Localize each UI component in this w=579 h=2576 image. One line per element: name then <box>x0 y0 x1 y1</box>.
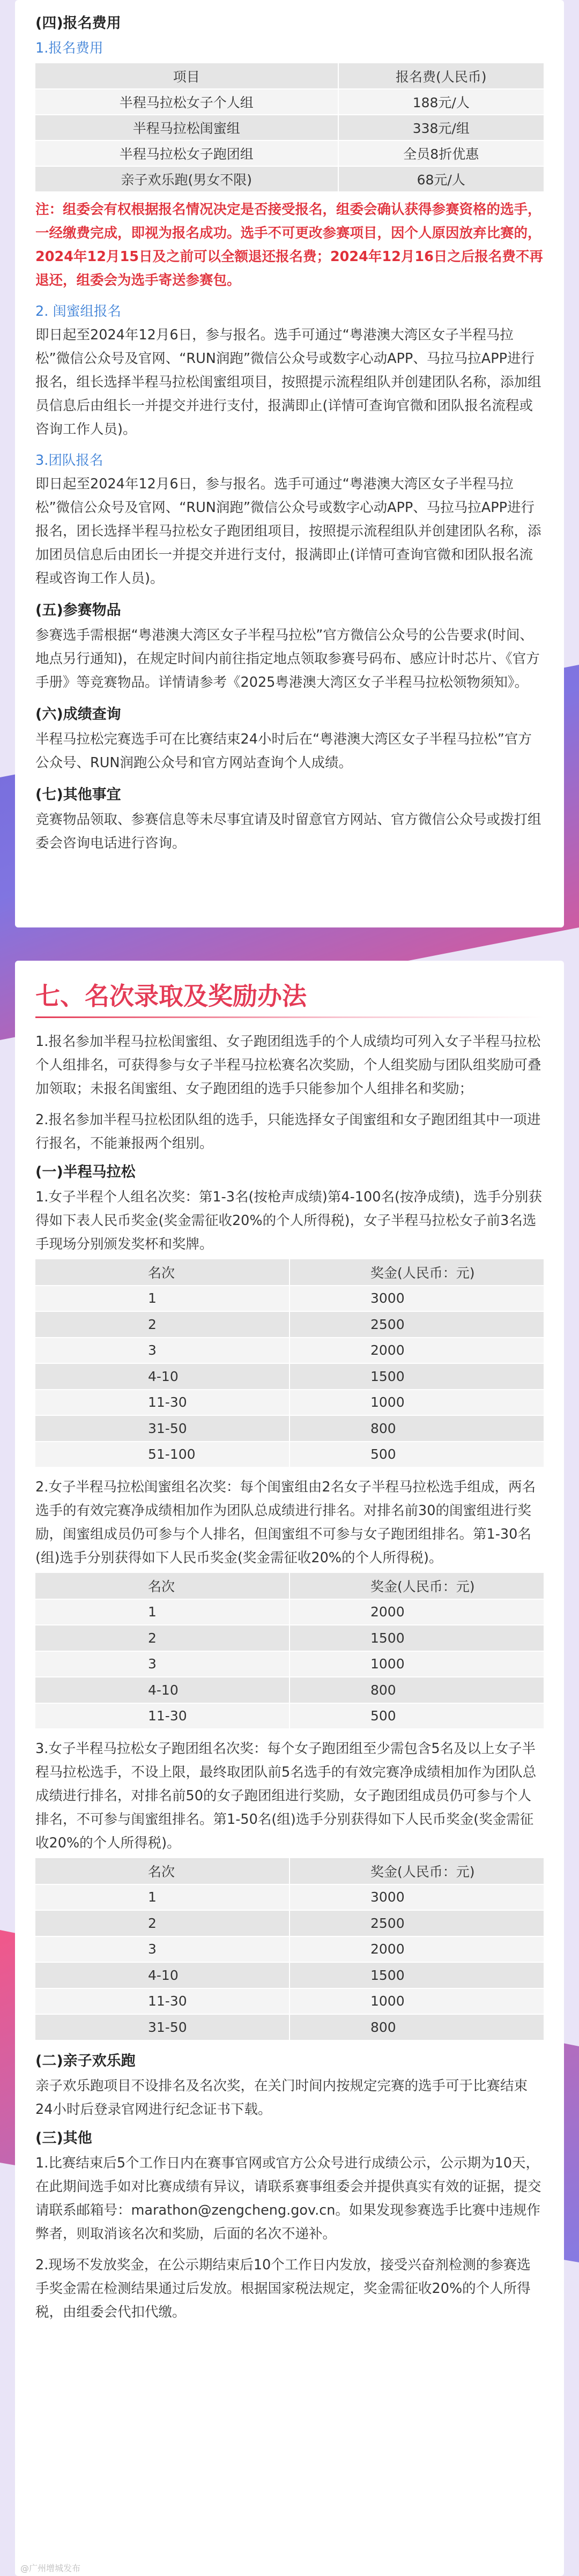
table-cell: 1000 <box>290 1651 544 1677</box>
table-header-cell: 奖金(人民币：元) <box>290 1259 544 1286</box>
table-cell: 31-50 <box>35 1415 290 1442</box>
registration-card <box>15 0 564 927</box>
table-cell: 4-10 <box>35 1962 290 1988</box>
bestie-registration-title: 2. 闺蜜组报名 <box>35 303 121 320</box>
table-cell: 2 <box>35 1910 290 1936</box>
table-row <box>35 1910 544 1936</box>
fee-heading: (四)报名费用 <box>35 15 121 32</box>
running-club-award-text: 3.女子半程马拉松女子跑团组名次奖：每个女子跑团组至少需包含5名及以上女子半程马拉松选手，不设上限，最终取团队前5名选手的有效完赛净成绩相加作为团队总成绩进行排名，对排名前50的女子跑团组进行奖励，女子跑团组成员仍可参与个人排名，不可参与闺蜜组排名。第1-50名(组)选手分别获得如下人民币奖金(奖金需征收20%的个人所得税)。 <box>35 1741 537 1851</box>
table-row <box>35 1286 544 1312</box>
table-cell: 全员8折优惠 <box>338 140 544 166</box>
bestie-registration-text: 即日起至2024年12月6日，参与报名。选手可通过“粤港澳大湾区女子半程马拉松”微信公众号及官网、“RUN润跑”微信公众号或数字心动APP、马拉马拉APP进行报名，组长选择半程马拉松闺蜜组项目，按照提示流程组队并创建团队名称，添加组员信息后由组长一并提交并进行支付，报满即止(详情可查询官微和团队报名流程或咨询工作人员)。 <box>35 327 541 437</box>
team-registration-text: 即日起至2024年12月6日，参与报名。选手可通过“粤港澳大湾区女子半程马拉松”微信公众号及官网、“RUN润跑”微信公众号或数字心动APP、马拉马拉APP进行报名，团长选择半程马拉松女子跑团组项目，按照提示流程组队并创建团队名称，添加团员信息后由团长一并提交并进行支付，报满即止(详情可查询官微和团队报名流程或咨询工作人员)。 <box>35 476 541 587</box>
other-matters-text: 竞赛物品领取、参赛信息等未尽事宜请及时留意官方网站、官方微信公众号或拨打组委会咨询电话进行咨询。 <box>35 812 541 851</box>
table-cell: 2000 <box>290 1338 544 1364</box>
table-row <box>35 1311 544 1338</box>
table-row <box>35 1442 544 1468</box>
table-row <box>35 1988 544 2015</box>
table-cell: 500 <box>290 1442 544 1468</box>
table-cell: 2000 <box>290 1599 544 1625</box>
table-cell: 68元/人 <box>338 166 544 192</box>
table-cell: 3 <box>35 1936 290 1963</box>
table-cell: 800 <box>290 1415 544 1442</box>
table-cell: 4-10 <box>35 1677 290 1703</box>
individual-award-text: 1.女子半程个人组名次奖：第1-3名(按枪声成绩)第4-100名(按净成绩)，选手分别获得如下表人民币奖金(奖金需征收20%的个人所得税)，女子半程马拉松女子前3名选手现场分别颁发奖杯和奖牌。 <box>35 1189 542 1252</box>
table-header-row <box>35 1573 544 1599</box>
table-cell: 2500 <box>290 1910 544 1936</box>
awards-card <box>15 961 564 2576</box>
table-row <box>35 1651 544 1677</box>
other-matters-heading: (七)其他事宜 <box>35 786 121 803</box>
table-header-cell: 名次 <box>35 1858 290 1884</box>
table-row <box>35 1599 544 1625</box>
bestie-award-text: 2.女子半程马拉松闺蜜组名次奖：每个闺蜜组由2名女子半程马拉松选手组成，两名选手的有效完赛净成绩相加作为团队总成绩进行排名。对排名前30的闺蜜组进行奖励，闺蜜组成员仍可参与个人排名，但闺蜜组不可参与女子跑团组排名。第1-30名(组)选手分别获得如下人民币奖金(奖金需征收20%的个人所得税)。 <box>35 1479 536 1566</box>
table-row <box>35 1936 544 1963</box>
table-header-cell: 奖金(人民币：元) <box>290 1858 544 1884</box>
running-club-prize-table <box>35 1858 544 2041</box>
table-row <box>35 1884 544 1911</box>
table-row <box>35 1703 544 1729</box>
table-header-row <box>35 1259 544 1286</box>
table-cell: 1500 <box>290 1625 544 1651</box>
table-header-row <box>35 1858 544 1884</box>
fee-subtitle: 1.报名费用 <box>35 40 103 56</box>
table-cell: 1000 <box>290 1988 544 2015</box>
table-cell: 3000 <box>290 1884 544 1911</box>
table-cell: 11-30 <box>35 1703 290 1729</box>
table-header-row <box>35 63 544 89</box>
kit-heading: (五)参赛物品 <box>35 602 121 619</box>
bestie-prize-table <box>35 1573 544 1729</box>
table-cell: 亲子欢乐跑(男女不限) <box>35 166 338 192</box>
table-cell: 188元/人 <box>338 89 544 115</box>
refund-note: 注：组委会有权根据报名情况决定是否接受报名，组委会确认获得参赛资格的选手，一经缴费完成，即视为报名成功。选手不可更改参赛项目，因个人原因放弃比赛的，2024年12月15日及之前可以全额退还报名费；2024年12月16日之后报名费不再退还，组委会为选手寄送参赛包。 <box>35 202 543 288</box>
half-marathon-heading: (一)半程马拉松 <box>35 1164 136 1181</box>
table-cell: 2500 <box>290 1311 544 1338</box>
table-row <box>35 2014 544 2040</box>
table-cell: 338元/组 <box>338 115 544 140</box>
table-row <box>35 1677 544 1703</box>
kit-text: 参赛选手需根据“粤港澳大湾区女子半程马拉松”官方微信公众号的公告要求(时间、地点另行通知)，在规定时间内前往指定地点领取参赛号码布、感应计时芯片、《官方手册》等竞赛物品。详情请参考《2025粤港澳大湾区女子半程马拉松领物须知》。 <box>35 627 540 691</box>
table-cell: 1 <box>35 1286 290 1312</box>
table-cell: 2 <box>35 1625 290 1651</box>
table-row <box>35 89 544 115</box>
table-cell: 半程马拉松女子跑团组 <box>35 140 338 166</box>
table-header-cell: 名次 <box>35 1573 290 1599</box>
table-cell: 半程马拉松女子个人组 <box>35 89 338 115</box>
title-underline <box>35 1016 544 1018</box>
results-publicity-text: 1.比赛结束后5个工作日内在赛事官网或官方公众号进行成绩公示，公示期为10天，在此期间选手如对比赛成绩有异议，请联系赛事组委会并提供真实有效的证据，提交请联系邮箱号：marathon@zengcheng.gov.cn。如果发现参赛选手比赛中违规作弊者，则取消该名次和奖励，后面的名次不递补。 <box>35 2155 541 2242</box>
awards-paragraph: 1.报名参加半程马拉松闺蜜组、女子跑团组选手的个人成绩均可列入女子半程马拉松个人组排名，可获得参与女子半程马拉松赛名次奖励，个人组奖励与团队组奖励可叠加领取；未报名闺蜜组、女子跑团组的选手只能参加个人组排名和奖励； <box>35 1034 541 1097</box>
table-cell: 500 <box>290 1703 544 1729</box>
other-heading: (三)其他 <box>35 2129 92 2147</box>
table-cell: 51-100 <box>35 1442 290 1468</box>
table-row <box>35 166 544 192</box>
table-header-cell: 奖金(人民币：元) <box>290 1573 544 1599</box>
table-cell: 1500 <box>290 1962 544 1988</box>
team-registration-title: 3.团队报名 <box>35 452 103 469</box>
individual-prize-table <box>35 1259 544 1468</box>
table-header-cell: 报名费(人民币) <box>338 63 544 89</box>
family-run-text: 亲子欢乐跑项目不设排名及名次奖，在关门时间内按规定完赛的选手可于比赛结束24小时后登录官网进行纪念证书下载。 <box>35 2077 528 2118</box>
table-header-cell: 名次 <box>35 1259 290 1286</box>
table-cell: 1 <box>35 1599 290 1625</box>
table-cell: 3000 <box>290 1286 544 1312</box>
results-heading: (六)成绩查询 <box>35 706 121 723</box>
table-cell: 3 <box>35 1651 290 1677</box>
table-row <box>35 115 544 140</box>
table-cell: 半程马拉松闺蜜组 <box>35 115 338 140</box>
table-cell: 31-50 <box>35 2014 290 2040</box>
table-header-cell: 项目 <box>35 63 338 89</box>
table-row <box>35 1625 544 1651</box>
fee-table <box>35 63 544 192</box>
table-cell: 1500 <box>290 1363 544 1390</box>
table-row <box>35 140 544 166</box>
table-row <box>35 1415 544 1442</box>
family-run-heading: (二)亲子欢乐跑 <box>35 2052 136 2069</box>
awards-paragraph: 2.报名参加半程马拉松团队组的选手，只能选择女子闺蜜组和女子跑团组其中一项进行报名，不能兼报两个组别。 <box>35 1112 541 1152</box>
table-cell: 11-30 <box>35 1988 290 2015</box>
table-cell: 1 <box>35 1884 290 1911</box>
prize-payment-text: 2.现场不发放奖金，在公示期结束后10个工作日内发放，接受兴奋剂检测的参赛选手奖金需在检测结果通过后发放。根据国家税法规定，奖金需征收20%的个人所得税，由组委会代扣代缴。 <box>35 2256 531 2320</box>
results-text: 半程马拉松完赛选手可在比赛结束24小时后在“粤港澳大湾区女子半程马拉松”官方公众号、RUN润跑公众号和官方网站查询个人成绩。 <box>35 731 532 771</box>
table-row <box>35 1363 544 1390</box>
table-cell: 1000 <box>290 1390 544 1416</box>
table-cell: 3 <box>35 1338 290 1364</box>
table-row <box>35 1338 544 1364</box>
table-cell: 4-10 <box>35 1363 290 1390</box>
table-row <box>35 1390 544 1416</box>
awards-title: 七、名次录取及奖励办法 <box>35 982 307 1011</box>
watermark: @广州增城发布 <box>20 2563 81 2573</box>
table-cell: 2000 <box>290 1936 544 1963</box>
table-row <box>35 1962 544 1988</box>
table-cell: 800 <box>290 2014 544 2040</box>
table-cell: 11-30 <box>35 1390 290 1416</box>
table-cell: 800 <box>290 1677 544 1703</box>
table-cell: 2 <box>35 1311 290 1338</box>
